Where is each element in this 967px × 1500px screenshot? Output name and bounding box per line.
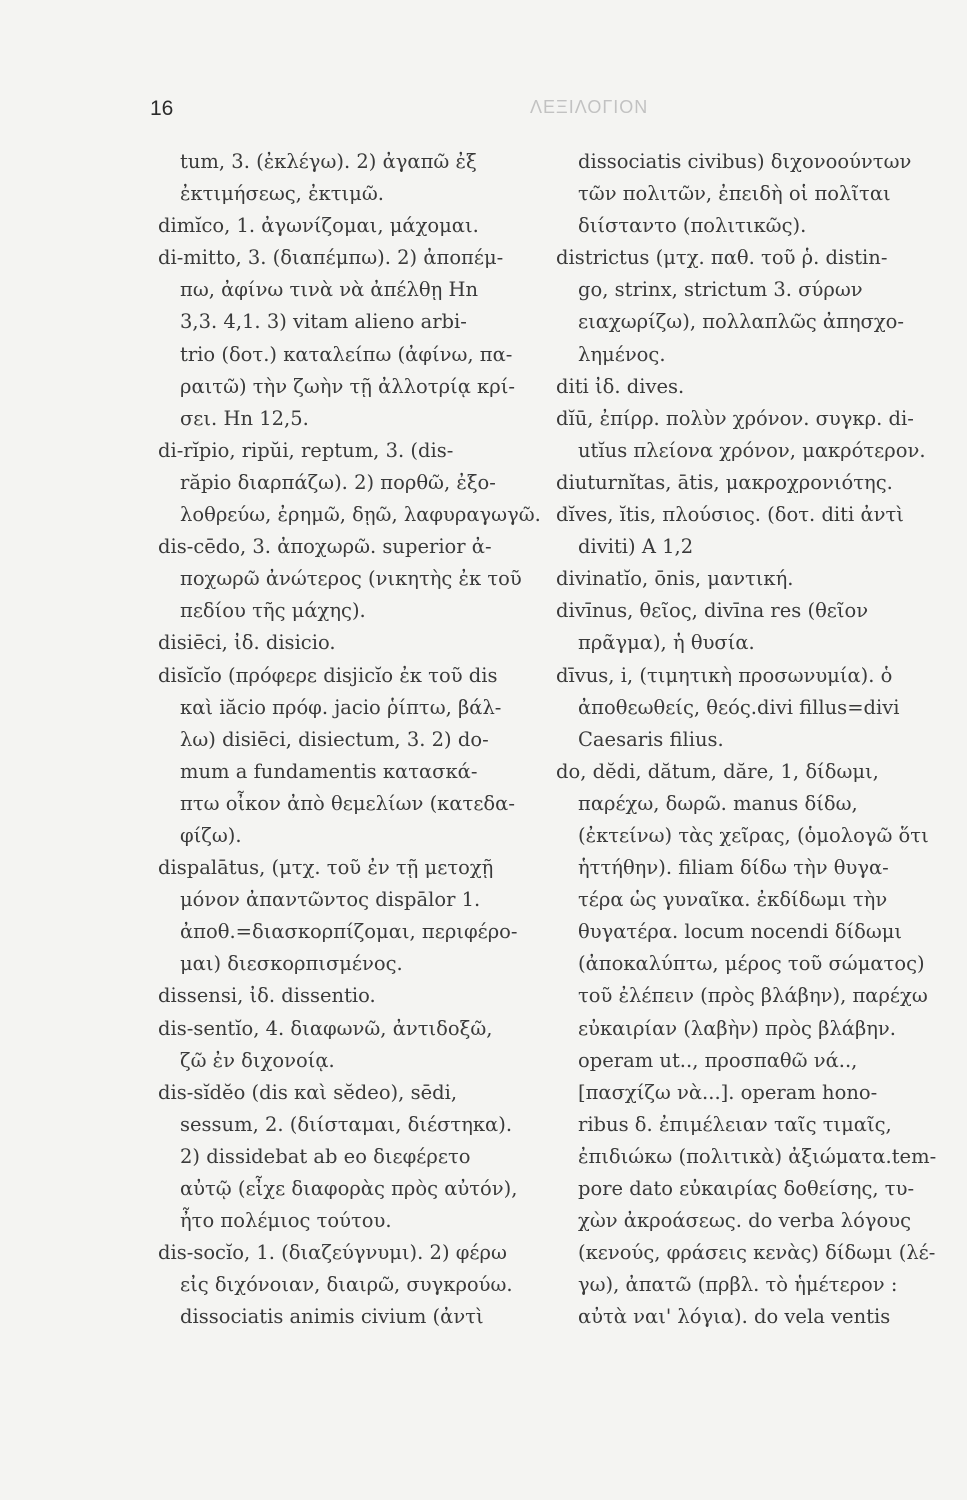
dictionary-line: ειαχωρίζω), πολλαπλῶς ἀπησχο-	[578, 310, 904, 334]
dictionary-line: dĭū, ἐπίρρ. πολὺν χρόνον. συγκρ. di-	[556, 406, 914, 430]
dictionary-line: dis-cēdo, 3. ἀποχωρῶ. superior ἀ-	[158, 535, 492, 559]
dictionary-line: ἡττήθην). filiam δίδω τὴν θυγα-	[578, 856, 889, 880]
dictionary-line: ἐκτιμήσεως, ἐκτιμῶ.	[180, 182, 384, 206]
dictionary-line: disiēci, ἰδ. disicio.	[158, 631, 336, 655]
dictionary-line: ribus δ. ἐπιμέλειαν ταῖς τιμαῖς,	[578, 1112, 892, 1136]
dictionary-line: τῶν πολιτῶν, ἐπειδὴ οἱ πολῖται	[578, 182, 891, 206]
dictionary-line: μαι) διεσκορπισμένος.	[180, 952, 403, 976]
dictionary-line: diti ἰδ. dives.	[556, 374, 685, 398]
dictionary-line: εἰς διχόνοιαν, διαιρῶ, συγκρούω.	[180, 1273, 513, 1297]
dictionary-line: trio (δοτ.) καταλείπω (ἀφίνω, πα-	[180, 342, 513, 366]
dictionary-line: diuturnĭtas, ātis, μακροχρονιότης.	[556, 470, 893, 494]
dictionary-line: τοῦ ἐλέπειν (πρὸς βλάβην), παρέχω	[578, 984, 928, 1008]
dictionary-line: dis-socĭo, 1. (διαζεύγνυμι). 2) φέρω	[158, 1241, 507, 1265]
dictionary-line: εὐκαιρίαν (λαβὴν) πρὸς βλάβην.	[578, 1016, 896, 1040]
dictionary-line: ἐπιδιώκω (πολιτικὰ) ἀξιώματα.tem-	[578, 1144, 937, 1168]
dictionary-line: καὶ iăcio πρόφ. jacio ῥίπτω, βάλ-	[180, 695, 502, 719]
dictionary-line: di-rĭpio, ripŭi, reptum, 3. (dis-	[158, 438, 454, 462]
dictionary-line: dissensi, ἰδ. dissentio.	[158, 984, 376, 1008]
dictionary-line: do, dĕdi, dătum, dăre, 1, δίδωμι,	[556, 759, 879, 783]
dictionary-line: λημένος.	[578, 342, 666, 366]
dictionary-line: χὼν ἀκροάσεως. do verba λόγους	[578, 1209, 912, 1233]
dictionary-line: παρέχω, δωρῶ. manus δίδω,	[578, 791, 858, 815]
running-head: ΛΕΞΙΛΟΓΙΟΝ	[530, 97, 649, 117]
dictionary-line: dissociatis civibus) διχονοούντων	[578, 150, 912, 173]
dictionary-line: divinatĭo, ōnis, μαντική.	[556, 567, 794, 591]
dictionary-line: διίσταντο (πολιτικῶς).	[578, 214, 807, 238]
dictionary-line: 3,3. 4,1. 3) vitam alieno arbi-	[180, 310, 467, 334]
dictionary-line: tum, 3. (ἐκλέγω). 2) ἀγαπῶ ἐξ	[180, 150, 477, 173]
dictionary-line: φίζω).	[180, 823, 242, 847]
dictionary-line: πτω οἶκον ἀπὸ θεμελίων (κατεδα-	[180, 791, 515, 815]
dictionary-line: σει. Hn 12,5.	[180, 406, 309, 430]
dictionary-line: diviti) A 1,2	[578, 535, 694, 559]
dictionary-line: disĭcĭo (πρόφερε disjicĭo ἐκ τοῦ dis	[158, 663, 498, 687]
dictionary-line: dĭves, ĭtis, πλούσιος. (δοτ. diti ἀντὶ	[556, 503, 904, 527]
dictionary-line: dis-sentĭo, 4. διαφωνῶ, ἀντιδοξῶ,	[158, 1016, 493, 1040]
dictionary-line: ἦτο πολέμιος τούτου.	[180, 1209, 392, 1233]
dictionary-line: dis-sĭdĕo (dis καὶ sĕdeo), sēdi,	[158, 1080, 458, 1104]
dictionary-line: αὐτὰ ναι' λόγια). do vela ventis	[578, 1305, 891, 1329]
dictionary-line: πω, ἀφίνω τινὰ νὰ ἀπέλθῃ Hn	[180, 278, 479, 302]
dictionary-line: mum a fundamentis κατασκά-	[180, 759, 478, 783]
dictionary-line: μόνον ἀπαντῶντος dispālor 1.	[180, 888, 481, 912]
dictionary-line: divīnus, θεῖος, divīna res (θεῖον	[556, 599, 869, 623]
dictionary-line: operam ut.., προσπαθῶ νά..,	[578, 1048, 858, 1072]
dictionary-line: Caesaris filius.	[578, 727, 724, 751]
dictionary-line: dispalātus, (μτχ. τοῦ ἐν τῇ μετοχῇ	[158, 856, 494, 880]
dictionary-line: ποχωρῶ ἀνώτερος (νικητὴς ἐκ τοῦ	[180, 567, 522, 591]
dictionary-line: πεδίου τῆς μάχης).	[180, 599, 366, 623]
dictionary-line: districtus (μτχ. παθ. τοῦ ῥ. distin-	[556, 246, 888, 270]
dictionary-line: (ἀποκαλύπτω, μέρος τοῦ σώματος)	[578, 952, 925, 976]
page-number: 16	[150, 97, 174, 120]
dictionary-line: go, strinx, strictum 3. σύρων	[578, 278, 863, 302]
dictionary-line: πρᾶγμα), ἡ θυσία.	[578, 631, 755, 655]
dictionary-line: αὐτῷ (εἶχε διαφορὰς πρὸς αὐτόν),	[180, 1177, 518, 1200]
dictionary-line: ραιτῶ) τὴν ζωὴν τῇ ἀλλοτρίᾳ κρί-	[180, 374, 515, 398]
dictionary-line: ἀποθεωθείς, θεός.divi fillus=divi	[578, 695, 900, 719]
dictionary-line: ἀποθ.=διασκορπίζομαι, περιφέρο-	[180, 920, 518, 944]
dictionary-line: dīvus, i, (τιμητικὴ προσωνυμία). ὁ	[556, 663, 893, 687]
dictionary-line: utĭus πλείονα χρόνον, μακρότερον.	[578, 438, 926, 462]
dictionary-line: θυγατέρα. locum nocendi δίδωμι	[578, 920, 903, 944]
dictionary-line: λοθρεύω, ἐρημῶ, δῃῶ, λαφυραγωγῶ.	[180, 503, 541, 527]
dictionary-line: dimĭco, 1. ἀγωνίζομαι, μάχομαι.	[158, 214, 479, 238]
dictionary-line: ζῶ ἐν διχονοίᾳ.	[180, 1048, 335, 1072]
dictionary-line: sessum, 2. (διίσταμαι, διέστηκα).	[180, 1112, 513, 1136]
dictionary-line: di-mitto, 3. (διαπέμπω). 2) ἀποπέμ-	[158, 246, 504, 270]
dictionary-line: dissociatis animis civium (ἀντὶ	[180, 1305, 484, 1329]
dictionary-line: λω) disiēci, disiectum, 3. 2) do-	[180, 727, 489, 751]
dictionary-line: [πασχίζω νὰ...]. operam hono-	[578, 1080, 878, 1104]
dictionary-line: răpio διαρπάζω). 2) πορθῶ, ἐξο-	[180, 470, 496, 494]
dictionary-line: 2) dissidebat ab eo διεφέρετο	[180, 1144, 471, 1168]
dictionary-line: τέρα ὡς γυναῖκα. ἐκδίδωμι τὴν	[578, 888, 888, 912]
dictionary-line: (κενούς, φράσεις κενὰς) δίδωμι (λέ-	[578, 1241, 936, 1265]
dictionary-line: pore dato εὐκαιρίας δοθείσης, τυ-	[578, 1177, 915, 1200]
dictionary-line: (ἐκτείνω) τὰς χεῖρας, (ὁμολογῶ ὅτι	[578, 823, 929, 847]
dictionary-line: γω), ἀπατῶ (πρβλ. τὸ ἡμέτερον :	[578, 1273, 898, 1297]
left-column	[158, 146, 550, 1333]
right-column	[556, 146, 948, 1333]
